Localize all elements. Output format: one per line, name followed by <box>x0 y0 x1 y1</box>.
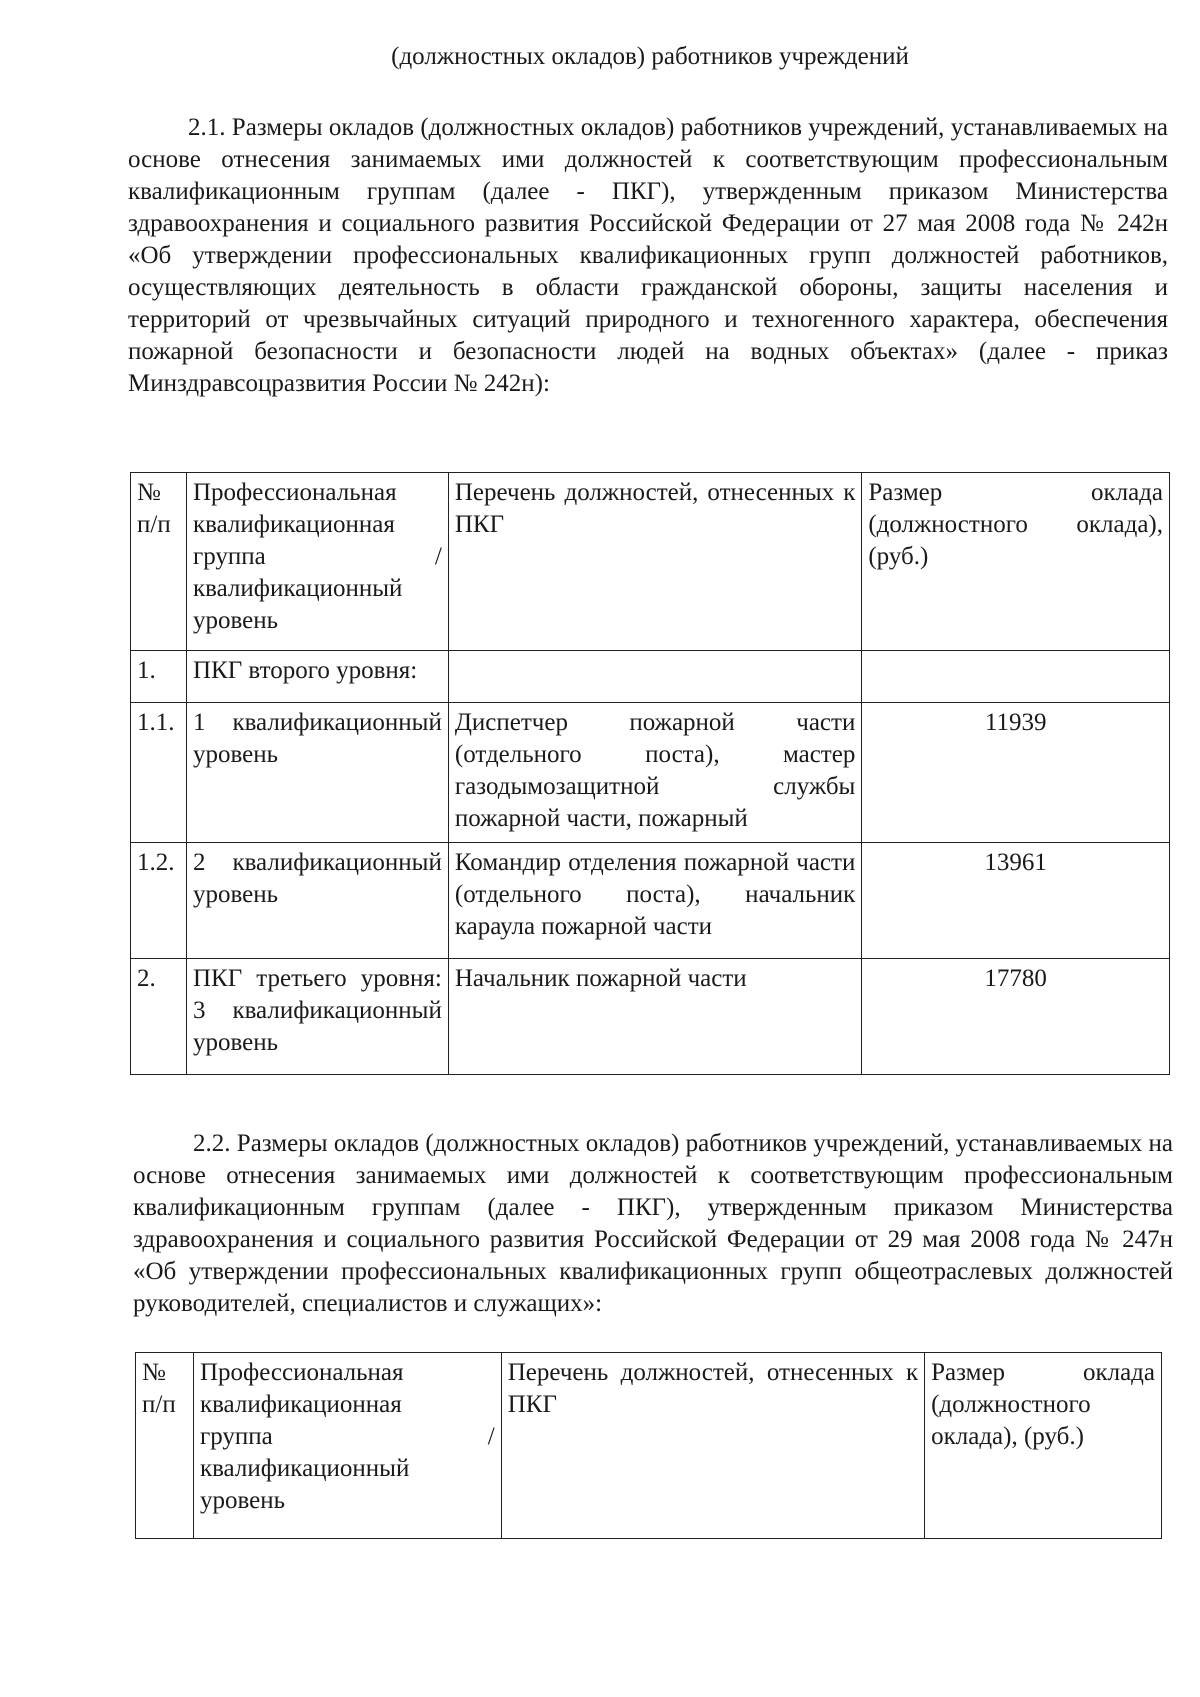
section-2-2-text: 2.2. Размеры окладов (должностных окладов) работников учреждений, устанавливаемых на основе отнесения занимаемых ими должностей к соответствующим профессиональным квалификационным группам (далее - ПКГ), утвержденным приказом Министерства здравоохранения и социального развития Российской Федерации от 29 мая 2008 года № 247н «Об утверждении профессиональных квалификационных групп общеотраслевых должностей руководителей, специалистов и служащих»: <box>133 1130 1173 1317</box>
table-row: 1. ПКГ второго уровня: <box>131 651 1170 703</box>
header-group: Профессиональная квалификационная группа / квалификационный уровень <box>193 1353 501 1539</box>
table-row: 1.1. 1 квалификационный уровень Диспетчер пожарной части (отдельного поста), мастер газодымозащитной службы пожарной части, пожарный 11939 <box>131 703 1170 843</box>
table-pkg-247n <box>135 1352 1162 1539</box>
header-salary: Размер оклада (должностного оклада), (руб.) <box>925 1353 1162 1539</box>
header-group: Профессиональная квалификационная группа / квалификационный уровень <box>186 473 448 651</box>
table-header-row <box>131 473 1170 651</box>
table-row: 1.2. 2 квалификационный уровень Командир отделения пожарной части (отдельного поста), начальник караула пожарной части 13961 <box>131 843 1170 959</box>
header-num: № п/п <box>131 473 187 651</box>
header-positions: Перечень должностей, отнесенных к ПКГ <box>501 1353 924 1539</box>
table-header-row <box>136 1353 1162 1539</box>
page-heading: (должностных окладов) работников учреждений <box>391 43 909 70</box>
header-salary: Размер оклада (должностного оклада), (руб.) <box>862 473 1170 651</box>
header-positions: Перечень должностей, отнесенных к ПКГ <box>448 473 861 651</box>
table-pkg-242n <box>130 472 1170 1075</box>
section-2-1-text: 2.1. Размеры окладов (должностных окладов) работников учреждений, устанавливаемых на основе отнесения занимаемых ими должностей к соответствующим профессиональным квалификационным группам (далее - ПКГ), утвержденным приказом Министерства здравоохранения и социального развития Российской Федерации от 27 мая 2008 года № 242н «Об утверждении профессиональных квалификационных групп должностей работников, осуществляющих деятельность в области гражданской обороны, защиты населения и территорий от чрезвычайных ситуаций природного и техногенного характера, обеспечения пожарной безопасности и безопасности людей на водных объектах» (далее - приказ Минздравсоцразвития России № 242н): <box>128 114 1168 397</box>
table-row: 2. ПКГ третьего уровня: 3 квалификационный уровень Начальник пожарной части 17780 <box>131 959 1170 1075</box>
header-num: № п/п <box>136 1353 194 1539</box>
